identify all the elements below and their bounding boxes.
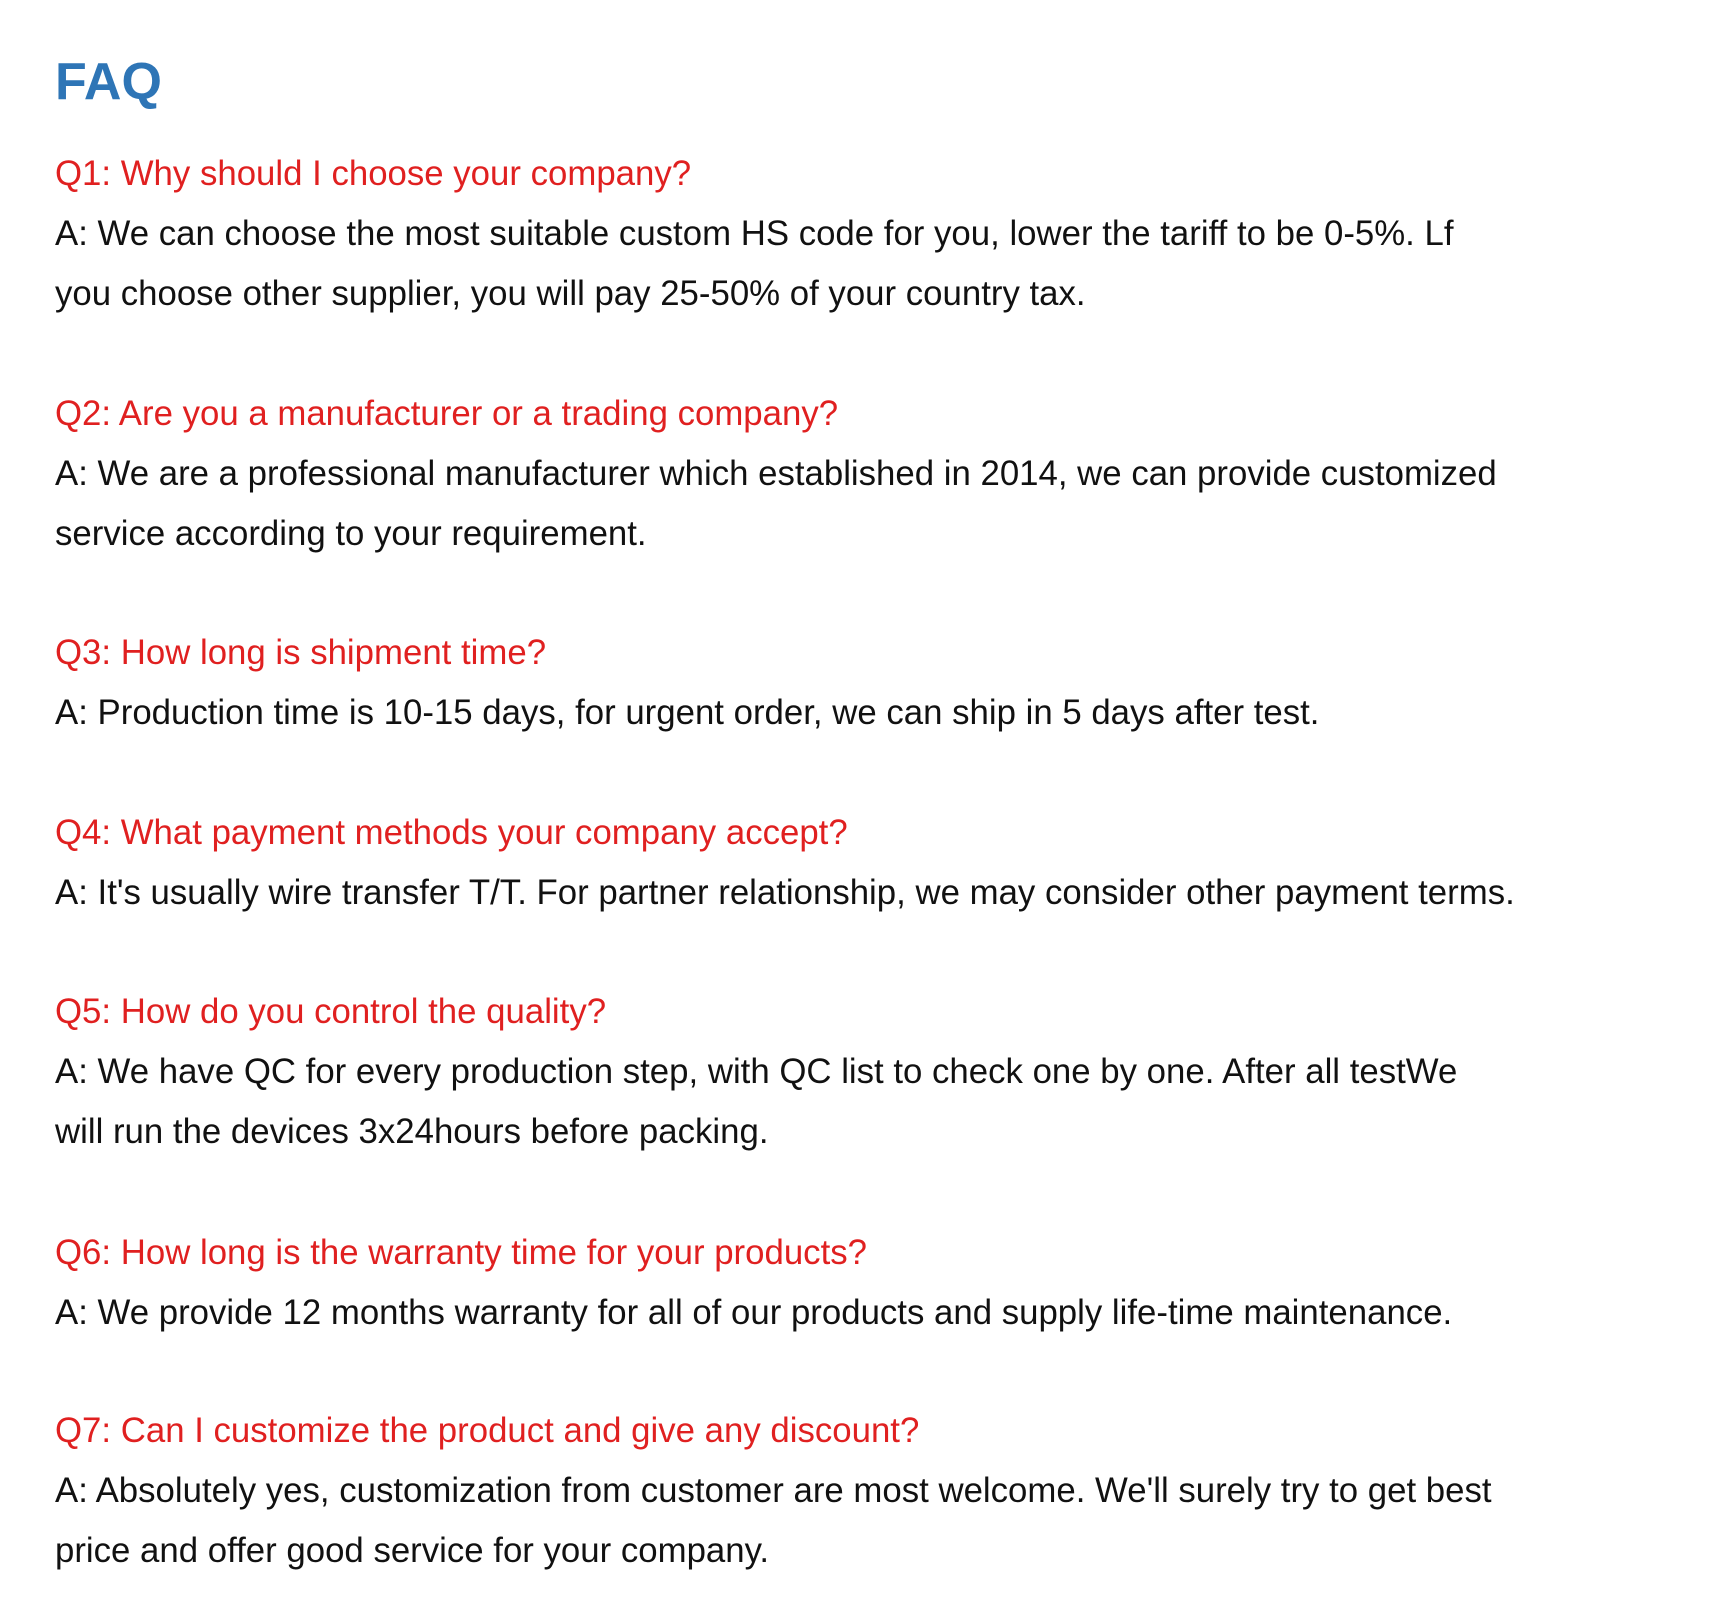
faq-item xyxy=(55,1223,1675,1343)
faq-question: Q2: Are you a manufacturer or a trading company? xyxy=(55,394,839,433)
faq-answer-line: A: We are a professional manufacturer which established in 2014, we can provide customized xyxy=(55,454,1497,493)
faq-question: Q4: What payment methods your company accept? xyxy=(55,813,848,852)
faq-question: Q7: Can I customize the product and give any discount? xyxy=(55,1411,920,1450)
faq-question: Q1: Why should I choose your company? xyxy=(55,154,692,193)
faq-answer-line: will run the devices 3x24hours before packing. xyxy=(55,1112,769,1151)
faq-item xyxy=(55,1401,1675,1581)
faq-answer-line: A: We can choose the most suitable custom HS code for you, lower the tariff to be 0-5%. Lf xyxy=(55,214,1454,253)
faq-answer-line: A: We provide 12 months warranty for all of our products and supply life-time maintenance. xyxy=(55,1293,1453,1332)
faq-question: Q3: How long is shipment time? xyxy=(55,633,547,672)
faq-question: Q5: How do you control the quality? xyxy=(55,992,607,1031)
faq-item xyxy=(55,982,1675,1162)
faq-item xyxy=(55,144,1675,324)
faq-answer-line: you choose other supplier, you will pay 25-50% of your country tax. xyxy=(55,274,1086,313)
faq-question: Q6: How long is the warranty time for your products? xyxy=(55,1233,867,1272)
page-title: FAQ xyxy=(55,53,162,111)
faq-answer-line: A: Absolutely yes, customization from customer are most welcome. We'll surely try to get best xyxy=(55,1471,1492,1510)
faq-item xyxy=(55,384,1675,564)
faq-item xyxy=(55,623,1675,743)
faq-answer-line: price and offer good service for your company. xyxy=(55,1531,770,1570)
faq-answer-line: service according to your requirement. xyxy=(55,514,647,553)
faq-answer-line: A: It's usually wire transfer T/T. For partner relationship, we may consider other payment terms. xyxy=(55,873,1515,912)
faq-item xyxy=(55,803,1675,923)
faq-answer-line: A: We have QC for every production step, with QC list to check one by one. After all testWe xyxy=(55,1052,1458,1091)
faq-answer-line: A: Production time is 10-15 days, for urgent order, we can ship in 5 days after test. xyxy=(55,693,1320,732)
